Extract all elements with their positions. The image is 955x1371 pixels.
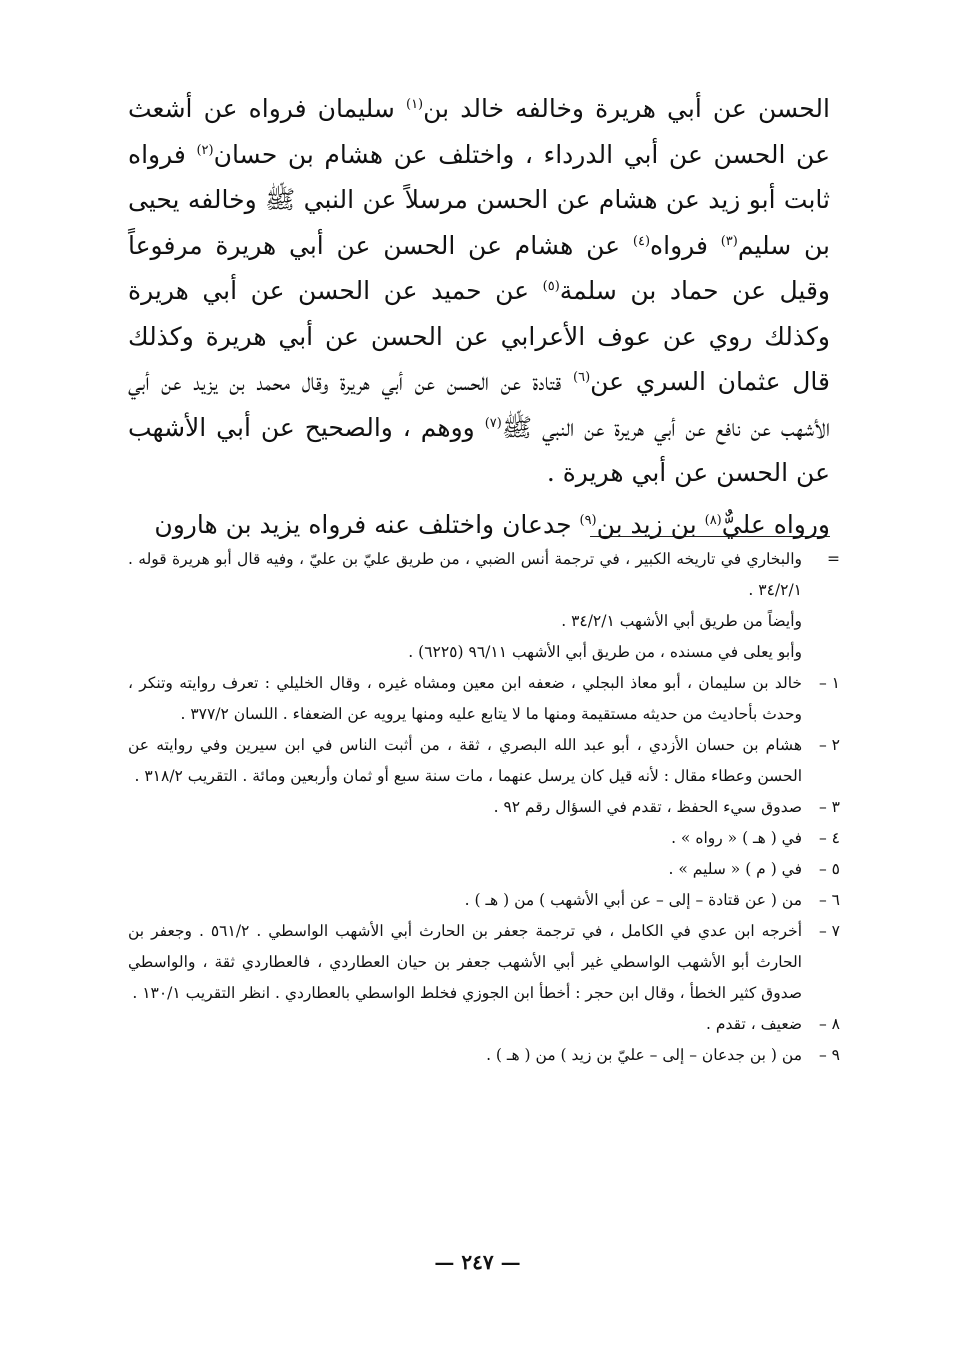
footnote-6	[128, 885, 840, 916]
footnote-4	[128, 823, 840, 854]
text-run: فرواه	[650, 230, 721, 260]
footnote-1	[128, 668, 840, 730]
footnote-continued	[128, 544, 840, 668]
footnote-text: في ( م ) « سليم » .	[668, 860, 802, 878]
footnote-text: صدوق سيء الحفظ ، تقدم في السؤال رقم ٩٢ .	[493, 798, 802, 816]
text-run: جدعان واختلف عنه فرواه يزيد بن هارون	[154, 509, 580, 539]
footnote-text: من ( بن جدعان – إلى – عليّ بن زيد ) من ( هـ ) .	[486, 1046, 802, 1064]
footnote-ref-6: (٦)	[573, 370, 591, 385]
footnote-ref-7: (٧)	[484, 415, 502, 431]
footnote-line: وأيضاً من طريق أبي الأشهب ٣٤/٢/١ .	[561, 612, 802, 630]
footnote-number: ٦ –	[818, 891, 840, 909]
footnote-ref-2: (٢)	[196, 142, 214, 158]
footnote-text: خالد بن سليمان ، أبو معاذ البجلي ، ضعفه ابن معين ومشاه غيره ، وقال الخليلي : تعرف روايته وتنكر ، وحدث بأحاديث من حديثه مستقيمة ومنها ما لا يتابع عليه ومنها يرويه عن الضعفاء . اللسان ٣٧٧/٢ .	[128, 674, 802, 723]
text-run: ورواه عليٌّ	[721, 509, 830, 539]
footnote-number: ٧ –	[818, 922, 840, 940]
text-run: فرواه ثابت أبو زيد عن هشام عن الحسن مرسلاً عن النبي ﷺ وخالفه يحيى بن سليم	[128, 139, 831, 260]
footnote-number: ١ –	[818, 674, 840, 692]
footnote-text: أخرجه ابن عدي في الكامل ، في ترجمة جعفر بن الحارث أبي الأشهب الواسطي . ٥٦١/٢ . وجعفر بن الحارث أبو الأشهب الواسطي غير أبي الأشهب جعفر بن حيان العطاردي ، فالعطاردي ثقة ، والواسطي صدوق كثير الخطأ ، وقال ابن حجر : أخطأ ابن الجوزي فخلط الواسطي بالعطاردي . انظر التقريب ١٣٠/١ .	[128, 922, 802, 1002]
text-run: قتادة عن الحسن عن أبي هريرة وقال محمد بن يزيد عن أبي الأشهب عن نافع عن أبي هريرة عن النبي ﷺ	[128, 367, 831, 442]
text-run: بن زيد بن	[596, 509, 705, 539]
footnote-number: ٨ –	[818, 1015, 840, 1033]
footnote-divider	[590, 536, 830, 537]
footnote-text: ضعيف ، تقدم .	[706, 1015, 802, 1033]
footnote-text: من ( عن قتادة – إلى – عن أبي الأشهب ) من ( هـ ) .	[464, 891, 802, 909]
footnote-number: ٥ –	[818, 860, 840, 878]
footnote-text: في ( هـ ) « رواه » .	[671, 829, 802, 847]
footnote-3	[128, 792, 840, 823]
footnote-number: ٩ –	[818, 1046, 840, 1064]
text-run: الحسن عن أبي هريرة وخالفه خالد بن	[423, 94, 830, 123]
page-number: — ٢٤٧ —	[434, 1250, 521, 1274]
text-run: عن هشام عن الحسن عن أبي هريرة مرفوعاً وقيل عن حماد بن سلمة	[128, 230, 830, 305]
footnote-ref-4: (٤)	[632, 233, 651, 249]
text-run: ووهم ، والصحيح عن أبي الأشهب عن الحسن عن أبي هريرة .	[128, 412, 830, 487]
footnote-ref-5: (٥)	[542, 279, 560, 294]
footnote-9	[128, 1040, 840, 1071]
footnote-number: ٤ –	[818, 829, 840, 847]
footnote-text: هشام بن حسان الأزدي ، أبو عبد الله البصري ، ثقة ، من أثبت الناس في ابن سيرين وفي روايته عن الحسن وعطاء مقال : لأنه قيل كان يرسل عنهما ، مات سنة سبع أو ثمان وأربعين ومائة . التقريب ٣١٨/٢ .	[128, 736, 802, 785]
footnote-8	[128, 1009, 840, 1040]
footnote-ref-1: (١)	[405, 97, 424, 112]
paragraph-2	[128, 502, 830, 548]
text-run: عن حميد عن الحسن عن أبي هريرة وكذلك روي عن عوف الأعرابي عن الحسن عن أبي هريرة وكذلك قال عثمان السري عن	[128, 276, 830, 396]
text-run: سليمان فرواه عن أشعث عن الحسن عن أبي الدرداء ، واختلف عن هشام بن حسان	[128, 94, 830, 169]
main-text	[128, 86, 830, 547]
footnote-ref-8: (٨)	[704, 512, 722, 528]
footnotes	[128, 544, 840, 1071]
footnote-ref-9: (٩)	[579, 512, 597, 528]
footnote-2	[128, 730, 840, 792]
footnote-line: وأبو يعلى في مسنده ، من طريق أبي الأشهب ٩٦/١١ (٦٢٢٥) .	[408, 643, 802, 661]
footnote-number: ٣ –	[818, 798, 840, 816]
continuation-marker: =	[827, 550, 840, 568]
footnote-7	[128, 916, 840, 1009]
footnote-ref-3: (٣)	[720, 233, 738, 249]
footnote-number: ٢ –	[818, 736, 840, 754]
paragraph-1	[128, 86, 830, 496]
footnote-5	[128, 854, 840, 885]
footnote-line: والبخاري في تاريخه الكبير ، في ترجمة أنس الضبي ، من طريق عليّ بن عليّ ، وفيه قال أبو هريرة قوله . ٣٤/٢/١ .	[128, 550, 802, 599]
